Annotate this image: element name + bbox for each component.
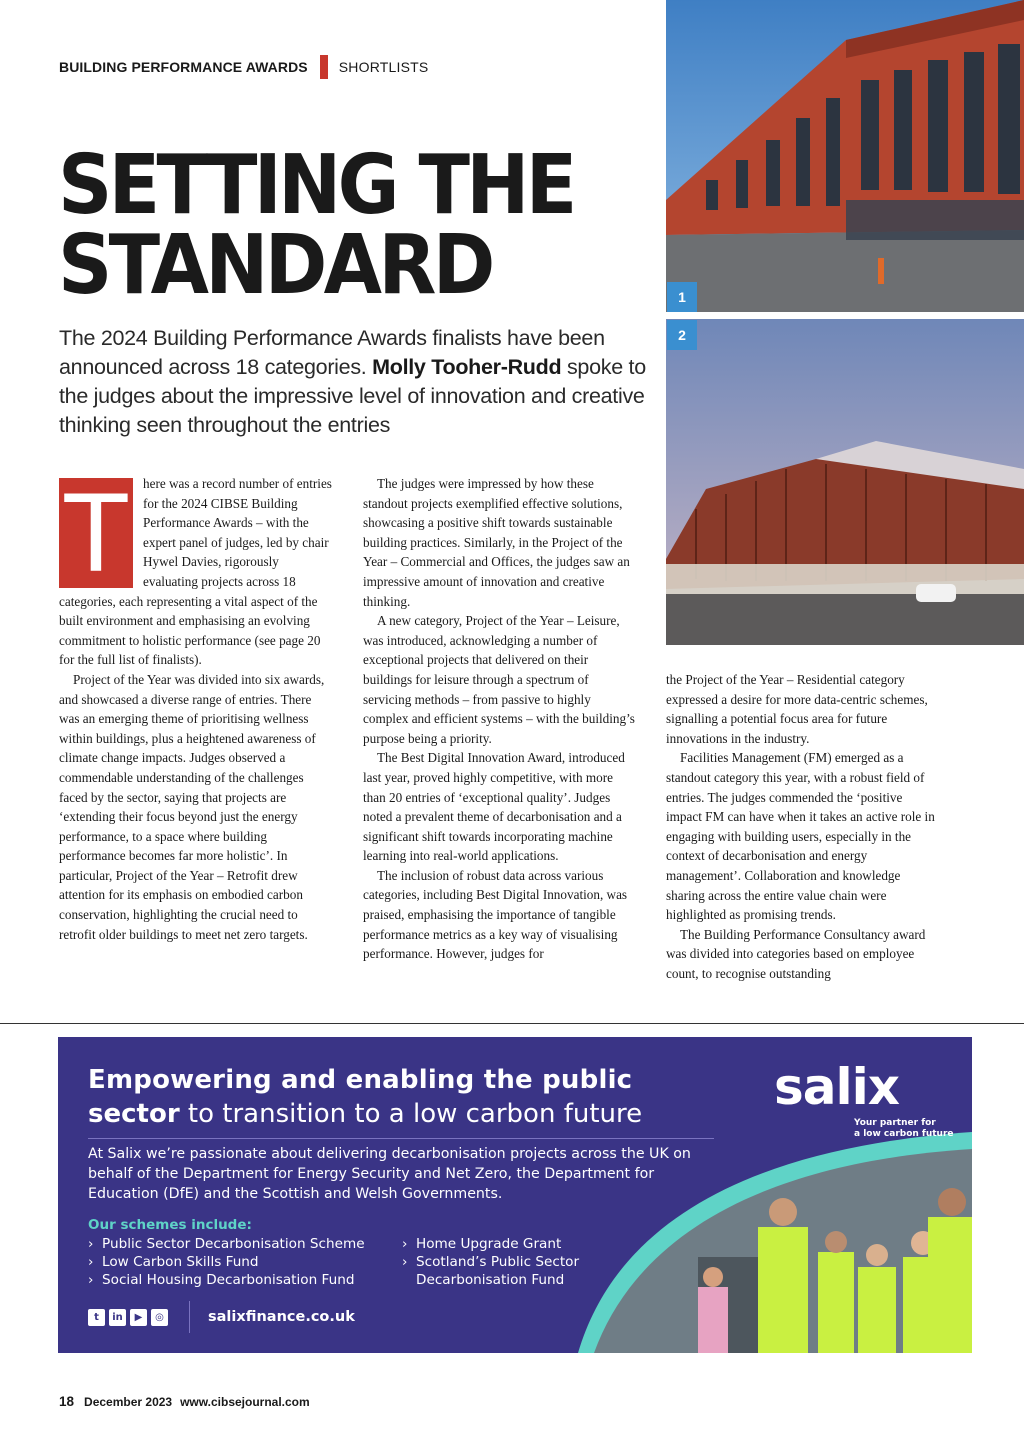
youtube-icon[interactable]: ▶: [130, 1309, 147, 1326]
paragraph: Facilities Management (FM) emerged as a standout category this year, with a robust field of entries. The judges commended the ‘positive impact FM can have when it takes an active role in engaging with building users, especially in the context of decarbonisation and energy management’. Collaboration and knowledge sharing across the entire value chain were highlighted as promising trends.: [666, 750, 935, 923]
social-divider: [189, 1301, 190, 1333]
paragraph: the Project of the Year – Residential category expressed a desire for more data-centric schemes, signalling a potential focus area for future innovations in the industry.: [666, 672, 928, 746]
paragraph: The inclusion of robust data across various categories, including Best Digital Innovation, was praised, emphasising the importance of tangible performance metrics as a key way of visualising performance. However, judges for: [363, 867, 628, 962]
twitter-icon[interactable]: t: [88, 1309, 105, 1326]
advert-headline-1: Empowering and enabling the public: [88, 1065, 633, 1095]
paragraph: Project of the Year was divided into six awards, and showcased a diverse range of entries. There was an emerging theme of prioritising wellness within buildings, plus a heightened awareness of climate change impacts. Judges observed a commendable understanding of the challenges faced by the sector, saying that projects are ‘extending their focus beyond just the energy performance, to a space where building performance becomes far more holistic’. In particular, Project of the Year – Retrofit drew attention for its emphasis on embodied carbon conservation, highlighting the crucial need to retrofit older buildings to meet net zero targets.: [59, 671, 325, 942]
body-column-1: [59, 470, 334, 944]
paragraph: A new category, Project of the Year – Leisure, was introduced, acknowledging a number of exceptional projects that delivered on their buildings for leisure through a spectrum of servicing methods – from passive to highly complex and efficient systems – with the building’s purpose being a priority.: [363, 613, 635, 746]
schemes-label: Our schemes include:: [88, 1217, 252, 1233]
divider-rule: [0, 1023, 1024, 1024]
website: www.cibsejournal.com: [180, 1395, 310, 1409]
list-item: › Home Upgrade Grant: [402, 1235, 622, 1253]
standfirst-before: The 2024 Building Performance Awards finalists have been announced across 18 categories.: [59, 326, 605, 379]
subsection-name: SHORTLISTS: [338, 59, 429, 75]
linkedin-icon[interactable]: in: [109, 1309, 126, 1326]
photo-leisure-building: [666, 319, 1024, 645]
headline-line-2: STANDARD: [58, 218, 492, 313]
issue-date: December 2023: [84, 1395, 173, 1409]
section-divider: [320, 55, 328, 79]
paragraph: The Best Digital Innovation Award, introduced last year, proved highly competitive, with more than 20 entries of ‘exceptional quality’. Judges noted a prevalent theme of decarbonisation and a significant shift towards incorporating machine learning into real-world applications.: [363, 750, 625, 864]
advert-url[interactable]: salixfinance.co.uk: [208, 1309, 355, 1325]
photo-number-2: 2: [667, 320, 697, 350]
headline: [58, 138, 601, 313]
salix-logo: salix: [774, 1058, 900, 1116]
paragraph: The judges were impressed by how these standout projects exemplified effective solutions, showcasing a positive shift towards sustainable building practices. Similarly, in the Project of the Year – Commercial and Offices, the judges saw an impressive amount of innovation and creative thinking.: [363, 476, 630, 609]
page-footer: [59, 1394, 310, 1409]
advert-divider: [88, 1138, 714, 1139]
schemes-list-left: [88, 1235, 365, 1289]
section-label: [59, 57, 428, 77]
advert-paragraph: At Salix we’re passionate about delivering decarbonisation projects across the UK on behalf of the Department for Energy Security and Net Zero, the Department for Education (DfE) and the Scottish and Welsh Governments.: [88, 1146, 691, 1202]
advert-headline-rest: to transition to a low carbon future: [187, 1099, 643, 1129]
standfirst-after: spoke to the judges about the impressive level of innovation and creative thinking seen throughout the entries: [59, 355, 646, 437]
drop-cap: T: [59, 478, 133, 588]
salix-advert[interactable]: [58, 1037, 972, 1353]
list-item: › Public Sector Decarbonisation Scheme: [88, 1235, 365, 1253]
advert-headline-2: [88, 1097, 642, 1131]
photo-brick-building: [666, 0, 1024, 312]
paragraph: The Building Performance Consultancy award was divided into categories based on employee count, to recognise outstanding: [666, 926, 926, 981]
author-name: Molly Tooher-Rudd: [372, 355, 562, 379]
photo-number-1: 1: [667, 282, 697, 312]
social-icons: [88, 1309, 168, 1326]
body-column-2: [363, 474, 638, 964]
standfirst: [59, 324, 649, 440]
list-item: › Low Carbon Skills Fund: [88, 1253, 365, 1271]
tagline-line-1: Your partner for: [854, 1118, 936, 1128]
headline-line-1: SETTING THE: [58, 138, 574, 233]
list-item: › Social Housing Decarbonisation Fund: [88, 1271, 365, 1289]
schemes-list-right: [402, 1235, 622, 1289]
advert-headline-bold: sector: [88, 1099, 180, 1129]
salix-tagline: [854, 1118, 954, 1140]
section-name: BUILDING PERFORMANCE AWARDS: [59, 59, 308, 75]
list-item: › Scotland’s Public Sector Decarbonisation Fund: [402, 1253, 622, 1289]
body-column-3: [666, 670, 941, 984]
instagram-icon[interactable]: ◎: [151, 1309, 168, 1326]
paragraph: here was a record number of entries for the 2024 CIBSE Building Performance Awards – with the expert panel of judges, led by chair Hywel Davies, rigorously evaluating projects across 18 categories, each representing a vital aspect of the built environment and emphasising an evolving commitment to holistic performance (see page 20 for the full list of finalists).: [59, 476, 332, 668]
page-number: 18: [59, 1394, 75, 1409]
tagline-line-2: a low carbon future: [854, 1129, 954, 1139]
